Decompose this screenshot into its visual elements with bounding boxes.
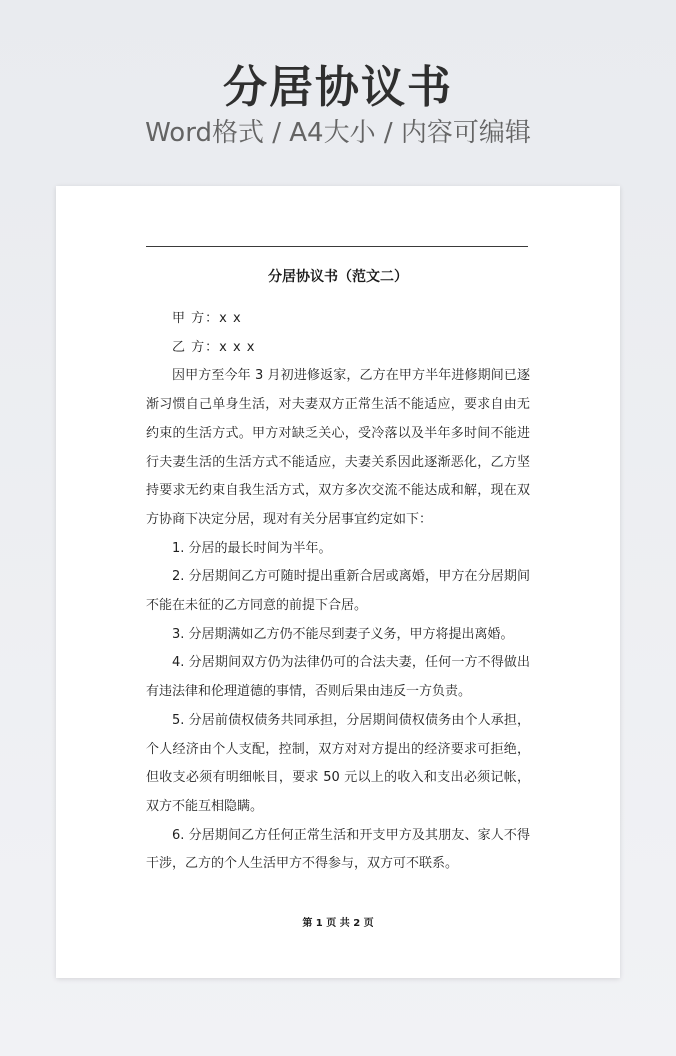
document-title: 分居协议书（范文二） xyxy=(268,269,408,285)
party-a: 甲 方：x x xyxy=(172,311,242,326)
document-page xyxy=(56,186,620,978)
clause-2: 2. 分居期间乙方可随时提出重新合居或离婚，甲方在分居期间不能在未征的乙方同意的前提下合居。 xyxy=(146,569,530,614)
clause-4: 4. 分居期间双方仍为法律仍可的合法夫妻，任何一方不得做出有违法律和伦理道德的事情，否则后果由违反一方负责。 xyxy=(146,655,530,700)
clause-5: 5. 分居前债权债务共同承担，分居期间债权债务由个人承担，个人经济由个人支配，控制，双方对对方提出的经济要求可拒绝，但收支必须有明细帐目，要求 50 元以上的收入和支出必须记帐，双方不能互相隐瞒。 xyxy=(146,712,530,814)
page-number: 第 1 页 共 2 页 xyxy=(302,918,374,929)
banner-title: 分居协议书 xyxy=(223,62,453,113)
header-rule xyxy=(146,246,528,247)
clause-1: 1. 分居的最长时间为半年。 xyxy=(172,540,332,556)
clause-6: 6. 分居期间乙方任何正常生活和开支甲方及其朋友、家人不得干涉，乙方的个人生活甲方不得参与，双方可不联系。 xyxy=(146,827,530,872)
document-body xyxy=(146,305,530,879)
banner-subtitle: Word格式 / A4大小 / 内容可编辑 xyxy=(145,118,531,148)
party-b: 乙 方：x x x xyxy=(172,339,256,355)
clause-3: 3. 分居期满如乙方仍不能尽到妻子义务，甲方将提出离婚。 xyxy=(172,626,514,642)
intro-paragraph: 因甲方至今年 3 月初进修返家，乙方在甲方半年进修期间已逐渐习惯自己单身生活，对夫妻双方正常生活不能适应，要求自由无约束的生活方式。甲方对缺乏关心，受冷落以及半年多时间不能进行夫妻生活的生活方式不能适应，夫妻关系因此逐渐恶化，乙方坚持要求无约束自我生活方式，双方多次交流不能达成和解，现在双方协商下决定分居，现对有关分居事宜约定如下： xyxy=(146,368,530,527)
